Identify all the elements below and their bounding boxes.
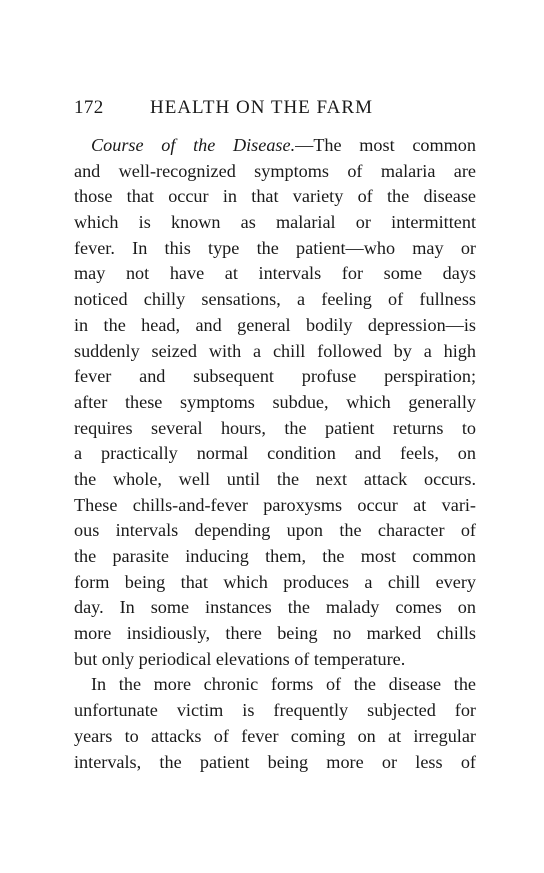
running-title: HEALTH ON THE FARM <box>150 97 373 118</box>
text-line: which is known as malarial or intermittent <box>74 212 476 233</box>
text-line: fever and subsequent profuse perspiration; <box>74 366 476 387</box>
text-line: but only periodical elevations of temperature. <box>74 648 406 669</box>
text-line: in the head, and general bodily depression—is <box>74 314 476 335</box>
text-line: after these symptoms subdue, which generally <box>74 391 476 412</box>
text-line: and well-recognized symptoms of malaria are <box>74 160 476 181</box>
text-line: requires several hours, the patient returns to <box>74 417 476 438</box>
text-line: In the more chronic forms of the disease the <box>91 674 476 695</box>
text-fragment: —The most common <box>295 135 476 155</box>
text-line: the parasite inducing them, the most common <box>74 546 476 566</box>
text-line <box>74 133 476 159</box>
page-number: 172 <box>74 97 104 118</box>
text-line: unfortunate victim is frequently subjected for <box>74 700 476 721</box>
paragraph-chronic-forms <box>74 672 476 775</box>
text-line: These chills-and-fever paroxysms occur at vari- <box>74 494 476 515</box>
text-line: more insidiously, there being no marked chills <box>74 623 476 644</box>
text-line: form being that which produces a chill every <box>74 571 476 592</box>
text-line: intervals, the patient being more or less of <box>74 751 476 772</box>
text-line: a practically normal condition and feels, on <box>74 443 476 464</box>
body-text <box>74 133 476 775</box>
text-line: those that occur in that variety of the disease <box>74 186 476 207</box>
text-line: the whole, well until the next attack occurs. <box>74 468 476 489</box>
text-line: ous intervals depending upon the character of <box>74 520 476 541</box>
text-line: fever. In this type the patient—who may or <box>74 237 476 258</box>
text-line: suddenly seized with a chill followed by a high <box>74 340 476 361</box>
text-line: noticed chilly sensations, a feeling of fullness <box>74 289 476 310</box>
text-line: may not have at intervals for some days <box>74 263 476 284</box>
paragraph-course-of-disease <box>74 133 476 672</box>
text-line: day. In some instances the malady comes on <box>74 597 476 618</box>
section-run-in-heading: Course of the Disease. <box>91 135 296 155</box>
text-line: years to attacks of fever coming on at irregular <box>74 725 476 746</box>
running-head <box>74 97 474 121</box>
